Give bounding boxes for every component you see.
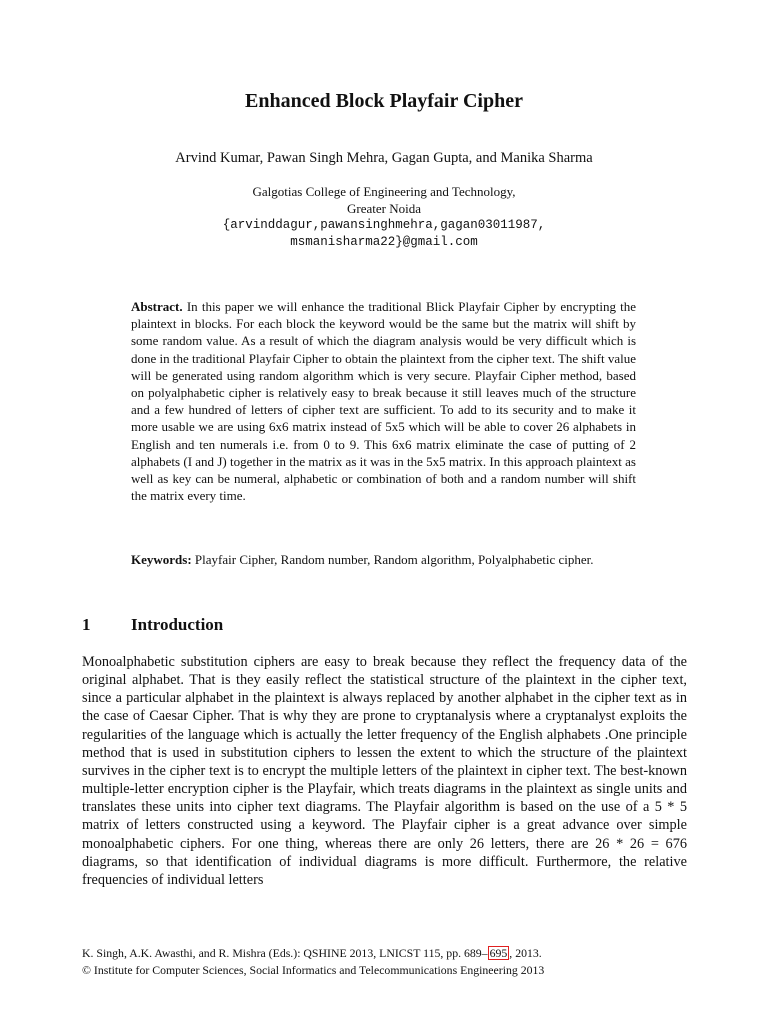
copyright-line: © Institute for Computer Sciences, Social Informatics and Telecommunications Engineering 2013 xyxy=(82,963,545,977)
body-paragraph: Monoalphabetic substitution ciphers are easy to break because they reflect the frequency data of the original alphabet. That is they easily reflect the statistical structure of the plaintext in the cipher text, since a particular alphabet in the plaintext is always replaced by another alphabet in the cipher text as in the case of Caesar Cipher. That is why they are prone to cryptanalysis where a cryptanalyst exploits the regularities of the language which is actually the letter frequency of the English alphabets .One principle method that is used in substitution ciphers to lessen the extent to which the structure of the plaintext survives in the cipher text is to encrypt the multiple letters of the plaintext in cipher text. The best-known multiple-letter encryption cipher is the Playfair, which treats diagrams in the plaintext as single units and translates these units into cipher text diagrams. The Playfair algorithm is based on the use of a 5 * 5 matrix of letters constructed using a keyword. The Playfair cipher is a great advance over simple monoalphabetic ciphers. For one thing, whereas there are only 26 letters, there are 26 * 26 = 676 diagrams, so that identification of individual diagrams is more difficult. Furthermore, the relative frequencies of individual letters xyxy=(82,654,687,888)
abstract-text: In this paper we will enhance the traditional Blick Playfair Cipher by encrypting the plaintext in blocks. For each block the keyword would be the same but the matrix will shift by some random value. As a result of which the diagram analysis would be very difficult which is done in the traditional Playfair Cipher to obtain the plaintext from the cipher text. The shift value will be generated using random algorithm which is very secure. Playfair Cipher method, based on polyalphabetic cipher is relatively easy to break because it still leaves much of the structure and a few hundred of letters of cipher text are sufficient. To add to its security and to make it more usable we are using 6x6 matrix instead of 5x5 which will be able to cover 26 alphabets in English and ten numerals i.e. from 0 to 9. This 6x6 matrix eliminate the case of putting of 2 alphabets (I and J) together in the matrix as it was in the 5x5 matrix. In this approach plaintext as well as key can be numeral, alphabetic or combination of both and a random number will shift the matrix every time. xyxy=(131,299,637,504)
affiliation-institution: Galgotias College of Engineering and Technology, xyxy=(252,184,516,199)
citation-text: K. Singh, A.K. Awasthi, and R. Mishra (Eds.): QSHINE 2013, LNICST 115, pp. 689– xyxy=(82,946,488,960)
section-number: 1 xyxy=(82,615,91,634)
keywords-text: Playfair Cipher, Random number, Random algorithm, Polyalphabetic cipher. xyxy=(194,552,594,567)
author-list: Arvind Kumar, Pawan Singh Mehra, Gagan Gupta, and Manika Sharma xyxy=(175,150,593,166)
author-emails-line2: msmanisharma22}@gmail.com xyxy=(290,235,478,249)
abstract xyxy=(131,298,636,504)
section-heading xyxy=(82,615,223,635)
keywords-label: Keywords: xyxy=(131,552,192,567)
keywords xyxy=(131,551,636,568)
page-link[interactable]: 695 xyxy=(489,946,508,960)
section-title: Introduction xyxy=(131,615,224,634)
citation-year: , 2013. xyxy=(509,946,542,960)
citation-line xyxy=(82,945,544,962)
page-footer xyxy=(82,945,544,979)
paper-title: Enhanced Block Playfair Cipher xyxy=(245,90,523,112)
affiliation xyxy=(0,183,768,251)
abstract-label: Abstract. xyxy=(131,299,183,314)
author-emails-line1: {arvinddagur,pawansinghmehra,gagan03011987, xyxy=(222,218,546,232)
affiliation-location: Greater Noida xyxy=(347,201,421,216)
